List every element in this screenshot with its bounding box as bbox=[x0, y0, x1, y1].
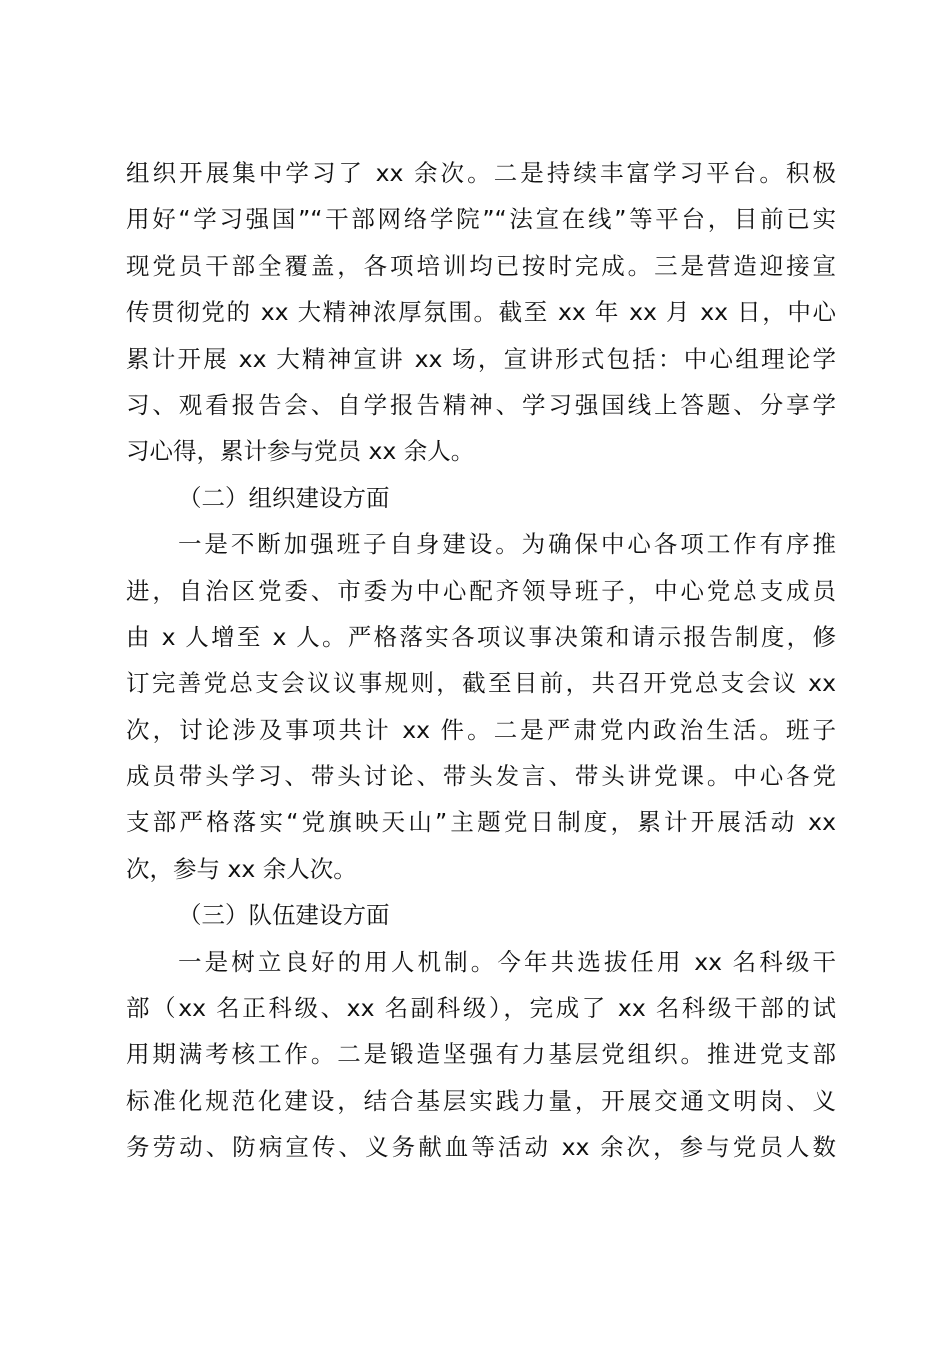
text-line: （二）组织建设方面 bbox=[178, 483, 390, 512]
text-line: 用期满考核工作。二是锻造坚强有力基层党组织。推进党支部 bbox=[126, 1040, 836, 1069]
text-line: 组织开展集中学习了 xx 余次。二是持续丰富学习平台。积极 bbox=[126, 159, 836, 187]
text-line: 支部严格落实“党旗映天山”主题党日制度，累计开展活动 xx bbox=[126, 808, 836, 837]
text-line: 成员带头学习、带头讨论、带头发言、带头讲党课。中心各党 bbox=[126, 762, 836, 791]
text-line: 部（xx 名正科级、xx 名副科级），完成了 xx 名科级干部的试 bbox=[126, 994, 836, 1023]
text-line: 进，自治区党委、市委为中心配齐领导班子，中心党总支成员 bbox=[126, 576, 836, 605]
text-line: 一是树立良好的用人机制。今年共选拔任用 xx 名科级干 bbox=[178, 947, 836, 976]
document-body bbox=[126, 150, 836, 1171]
text-line: 现党员干部全覆盖，各项培训均已按时完成。三是营造迎接宣 bbox=[126, 251, 836, 280]
text-line: 由 x 人增至 x 人。严格落实各项议事决策和请示报告制度，修 bbox=[126, 622, 836, 651]
text-line: 一是不断加强班子自身建设。为确保中心各项工作有序推 bbox=[178, 530, 836, 559]
text-line: （三）队伍建设方面 bbox=[178, 901, 390, 930]
text-line: 习心得，累计参与党员 xx 余人。 bbox=[126, 437, 475, 466]
text-line: 传贯彻党的 xx 大精神浓厚氛围。截至 xx 年 xx 月 xx 日，中心 bbox=[126, 298, 836, 327]
text-line: 订完善党总支会议议事规则，截至目前，共召开党总支会议 xx bbox=[126, 669, 836, 698]
text-line: 务劳动、防病宣传、义务献血等活动 xx 余次，参与党员人数 bbox=[126, 1133, 836, 1162]
text-line: 累计开展 xx 大精神宣讲 xx 场，宣讲形式包括：中心组理论学 bbox=[126, 344, 836, 373]
text-line: 标准化规范化建设，结合基层实践力量，开展交通文明岗、义 bbox=[126, 1086, 836, 1115]
text-line: 用好“学习强国”“干部网络学院”“法宣在线”等平台，目前已实 bbox=[126, 205, 836, 234]
text-line: 次，讨论涉及事项共计 xx 件。二是严肃党内政治生活。班子 bbox=[126, 715, 836, 744]
text-line: 次，参与 xx 余人次。 bbox=[126, 854, 357, 883]
text-line: 习、观看报告会、自学报告精神、学习强国线上答题、分享学 bbox=[126, 390, 836, 419]
